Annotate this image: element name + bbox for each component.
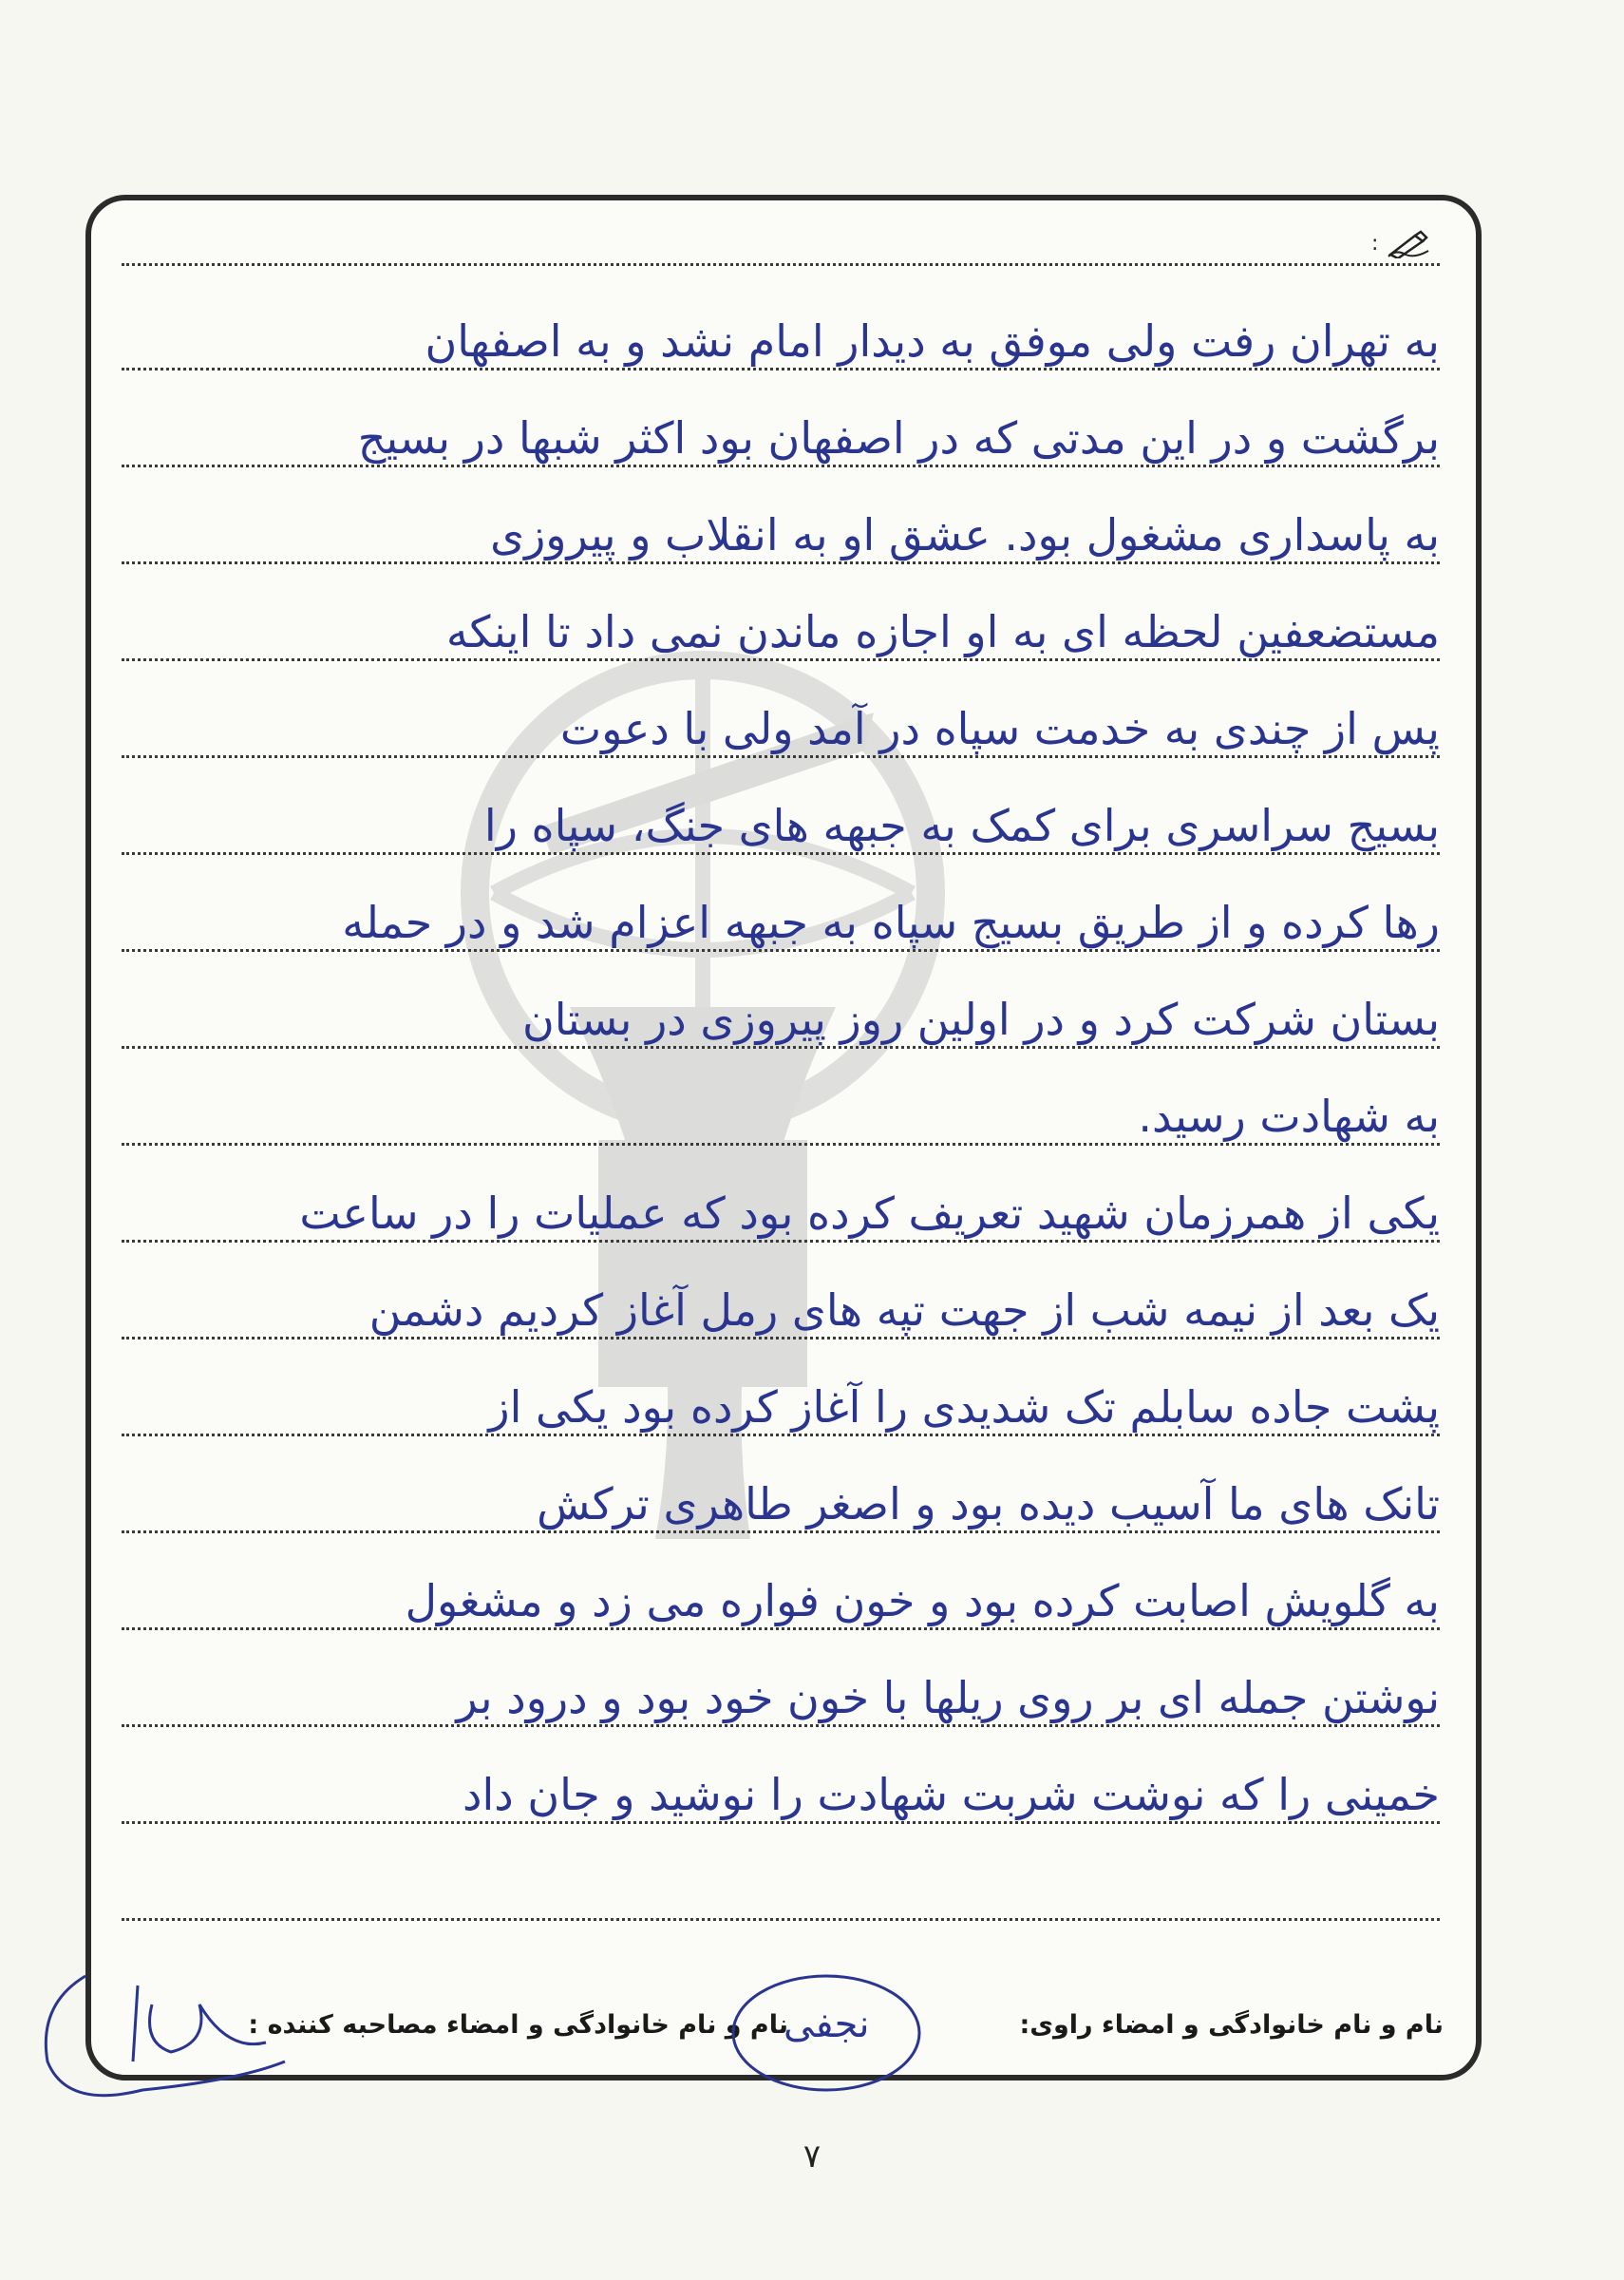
handwritten-text: به تهران رفت ولی موفق به دیدار امام نشد و به اصفهان [425, 315, 1440, 367]
text-line [122, 673, 1440, 758]
handwritten-text: پشت جاده سابلم تک شدیدی را آغاز کرده بود یکی از [488, 1381, 1440, 1433]
text-line [122, 1351, 1440, 1436]
handwritten-text: به گلویش اصابت کرده بود و خون فواره می زد و مشغول [405, 1575, 1440, 1626]
handwritten-text: رها کرده و از طریق بسیج سپاه به جبهه اعزام شد و در حمله [342, 897, 1440, 948]
handwritten-text: مستضعفین لحظه ای به او اجازه ماندن نمی داد تا اینکه [445, 606, 1440, 657]
handwritten-text: به پاسداری مشغول بود. عشق او به انقلاب و پیروزی [490, 509, 1440, 560]
handwritten-text: بسیج سراسری برای کمک به جبهه های جنگ، سپاه را [483, 800, 1440, 851]
interviewer-signature: نجفی [727, 1966, 926, 2100]
handwritten-text: به شهادت رسید. [1138, 1091, 1440, 1142]
handwritten-text: بستان شرکت کرد و در اولین روز پیروزی در بستان [521, 994, 1440, 1045]
narrator-signature-label: نام و نام خانوادگی و امضاء راوی: [1019, 2010, 1444, 2040]
text-line [122, 1642, 1440, 1727]
interviewer-signature-label: نام و نام خانوادگی و امضاء مصاحبه کننده : [248, 2010, 788, 2040]
handwritten-text: یک بعد از نیمه شب از جهت تپه های رمل آغاز کردیم دشمن [368, 1284, 1440, 1336]
text-line [122, 770, 1440, 855]
text-line [122, 1545, 1440, 1630]
text-line [122, 1254, 1440, 1340]
text-line [122, 866, 1440, 952]
text-line [122, 479, 1440, 564]
handwritten-text: برگشت و در این مدتی که در اصفهان بود اکثر شبها در بسیج [357, 412, 1440, 464]
handwritten-text: خمینی را که نوشت شربت شهادت را نوشید و جان داد [463, 1769, 1440, 1820]
text-line [122, 1448, 1440, 1533]
handwritten-text: یکی از همرزمان شهید تعریف کرده بود که عملیات را در ساعت [299, 1188, 1440, 1239]
handwritten-text: تانک های ما آسیب دیده بود و اصغر طاهری ترکش [537, 1478, 1440, 1530]
text-line [122, 576, 1440, 661]
handwritten-text: پس از چندی به خدمت سپاه در آمد ولی با دعوت [559, 703, 1440, 754]
text-line [122, 1157, 1440, 1243]
handwritten-text: نوشتن جمله ای بر روی ریلها با خون خود بود و درود بر [456, 1672, 1440, 1723]
ruled-line [122, 180, 1440, 266]
header-colon: : [1371, 232, 1379, 256]
narrator-signature [28, 1948, 313, 2109]
text-line [122, 963, 1440, 1049]
text-line [122, 1060, 1440, 1146]
text-line [122, 1738, 1440, 1824]
text-line [122, 285, 1440, 370]
text-line [122, 382, 1440, 467]
page-number: ۷ [803, 2138, 821, 2176]
ruled-line [122, 1835, 1440, 1921]
